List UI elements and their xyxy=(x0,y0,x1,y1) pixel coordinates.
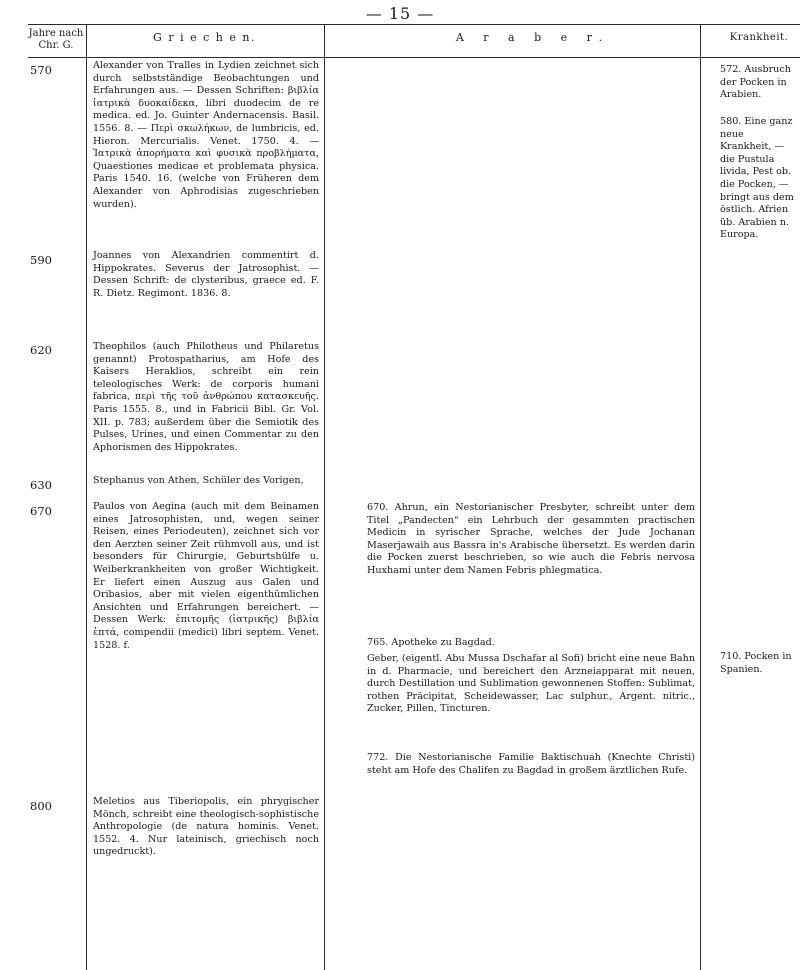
year-label: 620 xyxy=(30,343,52,357)
header-greeks: G r i e c h e n. xyxy=(153,31,256,44)
disease-entry: 580. Eine ganz neue Krankheit, — die Pustula livida, Pest ob. die Pocken, — bringt aus dem östlich. Afrien üb. Arabien n. Europa. xyxy=(720,116,794,241)
year-label: 630 xyxy=(30,478,52,492)
page-number: — 15 — xyxy=(365,4,435,23)
greek-entry: Alexander von Tralles in Lydien zeichnet sich durch selbstständige Beobachtungen und Erfahrungen aus. — Dessen Schriften: βιβλία ἰατρικὰ δυοκαίδεκα, libri duodecim de re medica. ed. Jo. Guinter Andernacensis. Basil. 1556. 8. — Περὶ σκωλήκων, de lumbricis, ed. Hieron. Mercurialis. Venet. 1750. 4. — Ἰατρικὰ ἀπορήματα καὶ φυσικὰ προβλήματα, Quaestiones medicae et problemata physica. Paris 1540. 16. (welche von Früheren dem Alexander von Aphrodisias zugeschrieben wurden). xyxy=(93,60,319,210)
column-divider xyxy=(700,24,701,970)
table-top-rule xyxy=(28,24,800,25)
disease-entry: 710. Pocken in Spanien. xyxy=(720,651,792,675)
column-divider xyxy=(324,24,325,970)
arab-entry: Geber, (eigentl. Abu Mussa Dschafar al Sofi) bricht eine neue Bahn in d. Pharmacie, und bereichert den Arzneiapparat mit neuen, durch Destillation und Sublimation gewonnenen Stoffen: Sublimat, rothen Präcipitat, Scheidewasser, Lac sulphur., Argent. nitric., Zucker, Pillen, Tincturen. xyxy=(367,653,695,715)
greek-entry: Theophilos (auch Philotheus und Philaretus genannt) Protospatharius, am Hofe des Kaisers Heraklios, schreibt ein rein teleologisches Werk: de corporis humani fabrica, περὶ τῆς τοῦ ἀνθρώπου κατασκευῆς. Paris 1555. 8., und in Fabricii Bibl. Gr. Vol. XII. p. 783; außerdem über die Semiotik des Pulses, Urines, und einen Commentar zu den Aphorismen des Hippokrates. xyxy=(93,341,319,453)
disease-entry: 572. Ausbruch der Pocken in Arabien. xyxy=(720,64,791,101)
column-divider xyxy=(86,24,87,970)
arab-entry: 670. Ahrun, ein Nestorianischer Presbyter, schreibt unter dem Titel „Pandecten“ ein Lehrbuch der gesammten practischen Medicin in syrischer Sprache, welches der Jude Jochanan Maserjawaih aus Bassra in's Arabische übersetzt. Es werden darin die Pocken zuerst beschrieben, so wie auch die Febris nervosa Huxhami unter dem Namen Febris phlegmatica. xyxy=(367,502,695,576)
arab-entry: 765. Apotheke zu Bagdad. xyxy=(367,637,495,648)
year-label: 590 xyxy=(30,253,52,267)
year-label: 570 xyxy=(30,63,52,77)
greek-entry: Paulos von Aegina (auch mit dem Beinamen eines Jatrosophisten, und, wegen seiner Reisen, eines Periodeuten), zeichnet sich vor den Aerzten seiner Zeit rühmvoll aus, und ist besonders für Chirurgie, Geburtshülfe u. Weiberkrankheiten von großer Wichtigkeit. Er liefert einen Auszug aus Galen und Oribasios, aber mit vielen eigenthümlichen Ansichten und Erfahrungen bereichert. — Dessen Werk: ἐπιτομῆς (ἰατρικῆς) βιβλία ἑπτά, compendii (medici) libri septem. Venet. 1528. f. xyxy=(93,501,319,651)
header-rule xyxy=(28,57,800,58)
arab-entry: 772. Die Nestorianische Familie Baktischuah (Knechte Christi) steht am Hofe des Chalifen zu Bagdad in großem ärztlichen Rufe. xyxy=(367,752,695,776)
greek-entry: Joannes von Alexandrien commentirt d. Hippokrates. Severus der Jatrosophist. — Dessen Schrift: de clysteribus, graece ed. F. R. Dietz. Regimont. 1836. 8. xyxy=(93,250,319,299)
chronology-table xyxy=(28,24,800,970)
year-label: 670 xyxy=(30,504,52,518)
year-label: 800 xyxy=(30,799,52,813)
header-arabs: A r a b e r. xyxy=(455,31,611,44)
header-disease: Krankheit. xyxy=(729,32,789,43)
greek-entry: Meletios aus Tiberiopolis, ein phrygischer Mönch, schreibt eine theologisch-sophistische Anthropologie (de natura hominis. Venet. 1552. 4. Nur lateinisch, griechisch noch ungedruckt). xyxy=(93,796,319,858)
greek-entry: Stephanus von Athen, Schüler des Vorigen, xyxy=(93,475,304,486)
header-year: Jahre nach Chr. G. xyxy=(28,28,84,51)
